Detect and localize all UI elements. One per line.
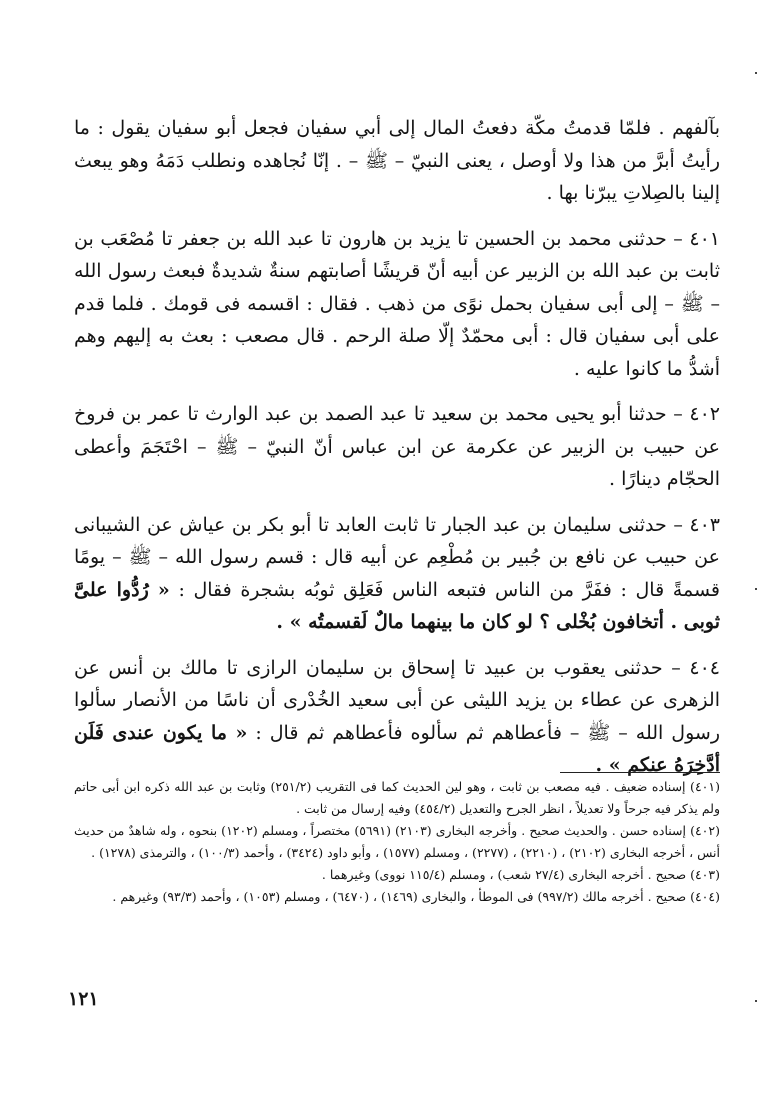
- scan-edge-mark: [755, 72, 757, 74]
- paragraph-text: ٤٠٢ – حدثنا أبو يحيى محمد بن سعيد تا عبد الصمد بن عبد الوارث تا عمر بن فروخ عن حبيب بن الزبير عن عكرمة عن ابن عباس أنّ النبيّ – ﷺ – احْتَجَمَ وأعطى الحجّام دينارًا .: [74, 403, 720, 490]
- footnotes: [74, 776, 720, 908]
- page-number: ١٢١: [68, 988, 99, 1010]
- prophetic-quote: « ما يكون عندى فَلَن أدَّخِرَهُ عنكم » .: [74, 721, 720, 776]
- hadith-404: [74, 652, 720, 782]
- hadith-403: [74, 509, 720, 639]
- hadith-401: [74, 223, 720, 386]
- paragraph-text: بآلفهم . فلمّا قدمتُ مكّة دفعتُ المال إلى أبي سفيان فجعل أبو سفيان يقول : ما رأيتُ أبرَّ من هذا ولا أوصل ، يعنى النبيّ – ﷺ – . إنّا نُجاهده ونطلب دَمَهُ وهو يبعث إلينا بالصِلاتِ يبرّنا بها .: [74, 117, 720, 204]
- scan-edge-mark: [755, 1000, 757, 1002]
- paragraph-text: ٤٠٤ – حدثنى يعقوب بن عبيد تا إسحاق بن سليمان الرازى تا مالك بن أنس عن الزهرى عن عطاء بن يزيد الليثى عن أبى سعيد الخُدْرى أن ناسًا من الأنصار سألوا رسول الله – ﷺ – فأعطاهم ثم سألوه فأعطاهم ثم قال :: [74, 656, 721, 744]
- footnote-403: (٤٠٣) صحيح . أخرجه البخارى (٢٧/٤ شعب) ، ومسلم (١١٥/٤ نووى) وغيرهما .: [321, 867, 720, 882]
- footnote-404: (٤٠٤) صحيح . أخرجه مالك (٩٩٧/٢) فى الموطأ ، والبخارى (١٤٦٩) ، (٦٤٧٠) ، ومسلم (١٠٥٣) ، وأحمد (٩٣/٣) وغيرهم .: [112, 889, 720, 904]
- footnote-separator: [560, 772, 720, 773]
- footnote-401: (٤٠١) إسناده ضعيف . فيه مصعب بن ثابت ، وهو لين الحديث كما فى التقريب (٢٥١/٢) وثابت بن عبد الله ذكره ابن أبى حاتم ولم يذكر فيه جرحاً ولا تعديلاً ، انظر الجرح والتعديل (٤٥٤/٢) وفيه إرسال من ثابت .: [74, 779, 720, 816]
- prophetic-quote: « رُدُّوا علىَّ ثوبى . أتخافون بُخْلى ؟ لو كان ما بينهما مالٌ لَقسمتُه » .: [74, 578, 720, 633]
- paragraph-text: ٤٠٣ – حدثنى سليمان بن عبد الجبار تا ثابت العابد تا أبو بكر بن عياش عن الشيبانى عن حبيب عن نافع بن جُبير بن مُطْعِم عن أبيه قال : قسم رسول الله – ﷺ – يومًا قسمةً قال : ففَرَّ من الناس فتبعه الناس فَعَلِق ثوبُه بشجرة فقال :: [74, 513, 720, 601]
- hadith-402: [74, 398, 720, 496]
- paragraph-continuation: [74, 112, 720, 210]
- footnote-402: (٤٠٢) إسناده حسن . والحديث صحيح . وأخرجه البخارى (٢١٠٣) (٥٦٩١) مختصراً ، ومسلم (١٢٠٢) بنحوه ، وله شاهدٌ من حديث أنس ، أخرجه البخارى (٢١٠٢) ، (٢٢١٠) ، (٢٢٧٧) ، ومسلم (١٥٧٧) ، وأبو داود (٣٤٢٤) ، وأحمد (١٠٠/٣) ، والترمذى (١٢٧٨) .: [74, 823, 720, 860]
- main-text: [74, 112, 720, 795]
- scan-edge-mark: [755, 588, 757, 590]
- paragraph-text: ٤٠١ – حدثنى محمد بن الحسين تا يزيد بن هارون تا عبد الله بن جعفر تا مُصْعَب بن ثابت بن عبد الله بن الزبير عن أبيه أنّ قريشًا أصابتهم سنةٌ شديدةٌ فبعث رسول الله – ﷺ – إلى أبى سفيان بحمل نوًى من ذهب . فقال : اقسمه فى قومك . فلما قدم على أبى سفيان قال : أبى محمّدٌ إلّا صلة الرحم . قال مصعب : بعث به إليهم وهم أشدُّ ما كانوا عليه .: [74, 227, 720, 380]
